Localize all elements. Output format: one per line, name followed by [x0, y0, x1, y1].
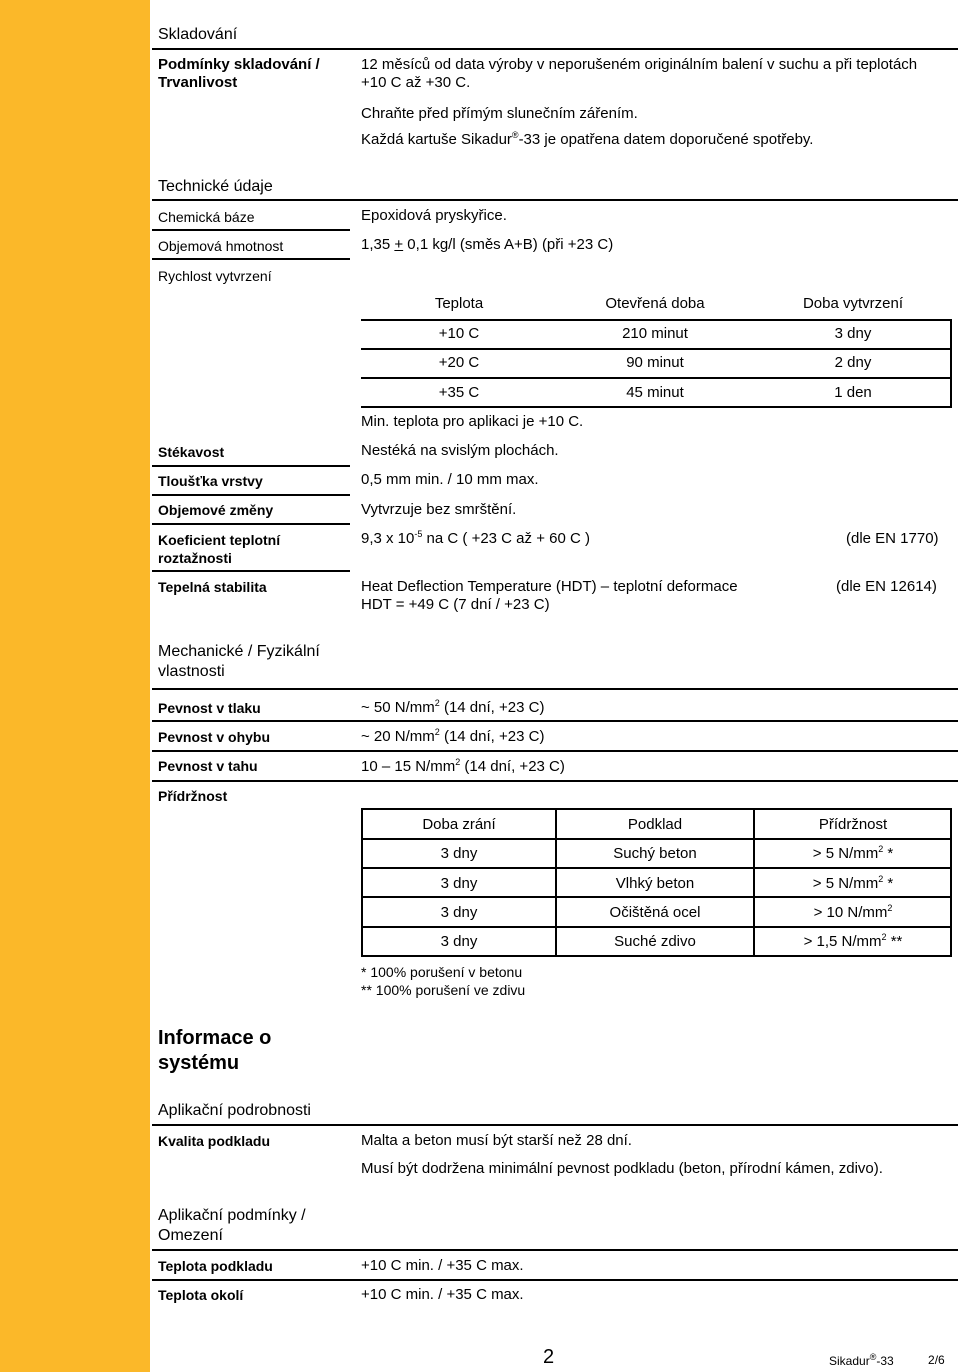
adhesion-cell: Vlhký beton	[615, 875, 695, 892]
table-rule	[361, 896, 952, 898]
section-divider	[152, 1249, 958, 1251]
table-rule	[361, 808, 363, 957]
expansion-label: Koeficient teplotní roztažnosti	[158, 532, 281, 566]
cure-cell: +20 C	[438, 354, 480, 371]
page-of: 2/6	[928, 1353, 945, 1367]
adhesion-label: Přídržnost	[158, 788, 228, 804]
adhesion-cell: > 1,5 $N/mm^2$ **	[803, 932, 903, 950]
table-rule	[753, 808, 755, 957]
ambient-temp-label: Teplota okolí	[158, 1287, 244, 1303]
adhesion-cell: 3 dny	[440, 904, 478, 921]
thickness-label: Tloušťka vrstvy	[158, 473, 263, 489]
cure-note: Min. teplota pro aplikaci je +10 C.	[361, 413, 584, 430]
label-divider	[152, 258, 350, 260]
mechanical-heading: Mechanické / Fyzikální vlastnosti	[158, 643, 320, 680]
table-rule	[361, 319, 952, 321]
volume-label: Objemové změny	[158, 502, 274, 518]
label-divider	[152, 229, 350, 231]
expansion-norm: (dle EN 1770)	[846, 530, 939, 547]
table-rule	[361, 926, 952, 928]
ambient-temp-value: +10 C min. / +35 C max.	[361, 1286, 524, 1303]
adhesion-header-cure: Doba zrání	[422, 816, 496, 833]
label-divider	[152, 570, 350, 572]
cure-header-temp: Teplota	[434, 295, 484, 312]
cure-cell: 210 minut	[622, 325, 688, 342]
thermal-value: Heat Deflection Temperature (HDT) – teplotní deformace HDT = +49 C (7 dní / +23 C)	[361, 578, 738, 613]
storage-sun-text: Chraňte před přímým slunečním zářením.	[361, 105, 638, 122]
density-label: Objemová hmotnost	[158, 238, 284, 254]
system-heading: Informace o systému	[158, 1027, 272, 1074]
cure-header-cure: Doba vytvrzení	[802, 295, 904, 312]
compressive-value: ~ 50 $N/mm^2$ (14 dní, +23 C)	[361, 698, 545, 716]
storage-text: 12 měsíců od data výroby v neporušeném originálním balení v suchu a při teplotách +10 C až +30 C.	[361, 56, 918, 91]
substrate-label: Kvalita podkladu	[158, 1133, 271, 1149]
storage-heading: Skladování	[158, 26, 238, 43]
cure-cell: 1 den	[834, 384, 872, 401]
table-rule	[361, 955, 952, 957]
section-divider	[152, 688, 958, 690]
density-value: 1,35 + 0,1 kg/l (směs A+B) (při +23 C)	[361, 236, 614, 253]
table-rule	[361, 348, 952, 350]
cure-label: Rychlost vytvrzení	[158, 268, 272, 284]
flexural-value: ~ 20 $N/mm^2$ (14 dní, +23 C)	[361, 727, 545, 745]
section-divider	[152, 199, 958, 201]
technical-heading: Technické údaje	[158, 178, 273, 195]
adhesion-cell: > 5 $N/mm^2$ *	[812, 844, 894, 862]
adhesion-cell: 3 dny	[440, 845, 478, 862]
page-number: 2	[543, 1346, 555, 1368]
table-rule	[555, 808, 557, 957]
adhesion-cell: 3 dny	[440, 875, 478, 892]
storage-label: Podmínky skladování / Trvanlivost	[158, 56, 320, 91]
section-divider	[152, 48, 958, 50]
adhesion-cell: Suché zdivo	[614, 933, 696, 950]
table-rule	[950, 808, 952, 957]
tensile-label: Pevnost v tahu	[158, 758, 258, 774]
row-divider	[152, 780, 958, 782]
sag-label: Stékavost	[158, 444, 225, 460]
adhesion-header-substrate: Podklad	[627, 816, 683, 833]
thermal-norm: (dle EN 12614)	[836, 578, 937, 595]
flexural-label: Pevnost v ohybu	[158, 729, 271, 745]
adhesion-footnotes: * 100% porušení v betonu ** 100% porušení ve zdivu	[361, 964, 526, 998]
row-divider	[152, 1279, 958, 1281]
substrate-temp-label: Teplota podkladu	[158, 1258, 273, 1274]
adhesion-header-adhesion: Přídržnost	[818, 816, 888, 833]
substrate-value-1: Malta a beton musí být starší než 28 dní.	[361, 1132, 632, 1149]
conditions-heading: Aplikační podmínky / Omezení	[158, 1207, 306, 1244]
label-divider	[152, 523, 350, 525]
compressive-label: Pevnost v tlaku	[158, 700, 261, 716]
section-divider	[152, 1124, 958, 1126]
label-divider	[152, 465, 350, 467]
cure-cell: 45 minut	[626, 384, 684, 401]
sag-value: Nestéká na svislým plochách.	[361, 442, 559, 459]
chem-value: Epoxidová pryskyřice.	[361, 207, 507, 224]
adhesion-cell: 3 dny	[440, 933, 478, 950]
row-divider	[152, 750, 958, 752]
cure-cell: +35 C	[438, 384, 480, 401]
table-rule	[361, 808, 952, 810]
volume-value: Vytvrzuje bez smrštění.	[361, 501, 517, 518]
cure-header-open: Otevřená doba	[605, 295, 705, 312]
side-color-stripe	[0, 0, 150, 1372]
table-rule	[361, 838, 952, 840]
adhesion-cell: > 10 $N/mm^2$	[813, 903, 893, 921]
table-rule	[361, 377, 952, 379]
table-rule	[361, 406, 952, 408]
thickness-value: 0,5 mm min. / 10 mm max.	[361, 471, 539, 488]
tensile-value: 10 – 15 $N/mm^2$ (14 dní, +23 C)	[361, 757, 565, 775]
adhesion-cell: Očištěná ocel	[609, 904, 701, 921]
thermal-label: Tepelná stabilita	[158, 579, 267, 595]
substrate-temp-value: +10 C min. / +35 C max.	[361, 1257, 524, 1274]
cure-cell: 3 dny	[834, 325, 872, 342]
product-name: Sikadur®-33	[829, 1352, 894, 1368]
storage-cartridge-text: Každá kartuše Sikadur®-33 je opatřena datem doporučené spotřeby.	[361, 130, 814, 148]
substrate-value-2: Musí být dodržena minimální pevnost podkladu (beton, přírodní kámen, zdivo).	[361, 1160, 883, 1177]
chem-label: Chemická báze	[158, 209, 255, 225]
expansion-value: 9,3 x $10^{-5}$ na C ( +23 C až + 60 C )	[361, 529, 590, 547]
cure-cell: 90 minut	[626, 354, 684, 371]
adhesion-cell: > 5 $N/mm^2$ *	[812, 874, 894, 892]
label-divider	[152, 494, 350, 496]
row-divider	[152, 720, 958, 722]
table-rule	[950, 319, 952, 408]
table-rule	[361, 867, 952, 869]
app-details-heading: Aplikační podrobnosti	[158, 1102, 311, 1119]
cure-cell: 2 dny	[834, 354, 872, 371]
cure-cell: +10 C	[438, 325, 480, 342]
adhesion-cell: Suchý beton	[613, 845, 697, 862]
